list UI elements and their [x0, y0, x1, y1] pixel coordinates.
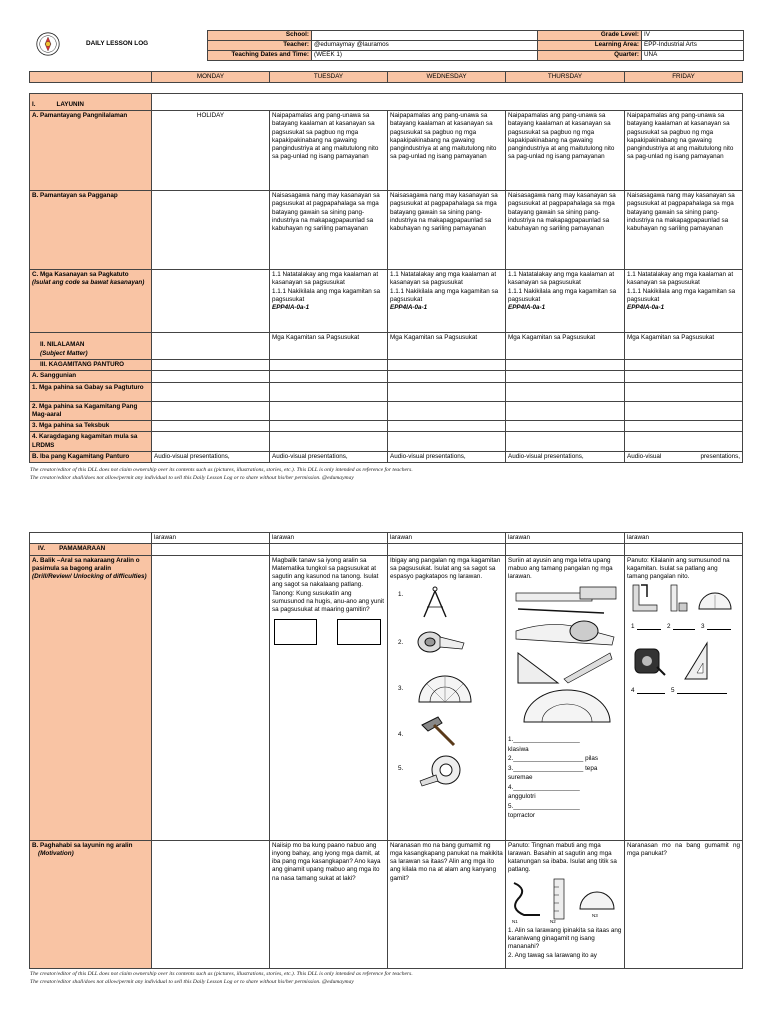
- area-value: EPP-Industrial Arts: [642, 41, 744, 51]
- iba-wednesday: Audio-visual presentations,: [388, 452, 506, 463]
- days-header-row: [29, 71, 743, 83]
- kasanayan-line2: 1.1.1 Nakikilala ang mga kagamitan sa pagsusukat: [390, 287, 499, 303]
- day-friday: FRIDAY: [625, 72, 743, 83]
- square-shape: [274, 619, 317, 645]
- paghahabi-thursday: [506, 840, 625, 968]
- iba-friday-text: Audio-visual presentations,: [627, 453, 740, 461]
- sanggunian-label: A. Sanggunian: [30, 371, 152, 382]
- teacher-label: Teacher:: [208, 41, 312, 51]
- answer-item-4: 4.___________________: [508, 783, 580, 791]
- thursday-review-text: Suriin at ayusin ang mga letra upang mabuo ang tamang pangalan ng mga larawan.: [508, 556, 613, 581]
- balik-aral-label-cell: [30, 555, 152, 840]
- pagganap-thursday: Naisasagawa nang may kasanayan sa pagsusukat at pagpapahalaga sa mga batayang gawain sa sining pang-industriya na makapagpapaunlad sa kabuhayan ng sariling pamayanan: [506, 191, 625, 270]
- pagganap-wednesday: Naisasagawa nang may kasanayan sa pagsusukat at pagpapahalaga sa mga batayang gawain sa sining pang-industriya na makapagpapaunlad sa kabuhayan ng sariling pamayanan: [388, 191, 506, 270]
- kasanayan-line1: 1.1 Natatalakay ang mga kaalaman at kasanayan sa pagsusukat: [508, 271, 615, 287]
- pagganap-tuesday: Naisasagawa nang may kasanayan sa pagsusukat at pagpapahalaga sa mga batayang gawain sa sining pang-industriya na makapagpapaunlad sa kabuhayan ng sariling pamayanan: [270, 191, 388, 270]
- day-thursday: THURSDAY: [506, 72, 625, 83]
- tape-measure-icon: [510, 879, 544, 919]
- iba-label: B. Iba pang Kagamitang Panturo: [30, 452, 152, 463]
- days-header-blank: [30, 72, 152, 83]
- shape-boxes: [272, 617, 385, 651]
- thursday-motivation-text: Panuto: Tingnan mabuti ang mga larawan. Basahin at sagutin ang mga katanungan sa ibaba. Isulat ang titik sa patlang.: [508, 841, 617, 874]
- dates-label: Teaching Dates and Time:: [208, 51, 312, 61]
- kasanayan-line2: 1.1.1 Nakikilala ang mga kagamitan sa pagsusukat: [272, 287, 381, 303]
- thursday-answer-list: [508, 735, 622, 820]
- school-value: [312, 31, 538, 41]
- ruler-triangle-icon: [514, 585, 618, 615]
- picture-label-n2: N2: [550, 918, 556, 924]
- scrambled-word-5: anggulotri: [508, 793, 536, 801]
- footer-page2: [30, 970, 750, 987]
- kasanayan-line2: 1.1.1 Nakikilala ang mga kagamitan sa pagsusukat: [627, 287, 736, 303]
- nilalaman-tuesday: Mga Kagamitan sa Pagsusukat: [270, 333, 388, 360]
- paghahabi-monday: [152, 840, 270, 968]
- paghahabi-label-cell: [30, 840, 152, 968]
- pangnilalaman-wednesday: Naipapamalas ang pang-unawa sa batayang kaalaman at kasanayan sa pagsusukat sa pagbuo ng mga kapakipakinabang na gawaing pangindustriya at ang maitutulong nito sa pag-unlad ng isang pamayanan: [388, 111, 506, 191]
- tape-roll-icon: [416, 753, 466, 787]
- ruler-icon: [667, 583, 689, 613]
- kasanayan-monday: [152, 270, 270, 333]
- friday-blank-5: [677, 693, 727, 694]
- tape-measure-icon: [631, 641, 667, 679]
- pangnilalaman-tuesday: Naipapamalas ang pang-unawa sa batayang kaalaman at kasanayan sa pagsusukat sa pagbuo ng mga kapakipakinabang na gawaing pangindustriya at ang maitutulong nito sa pag-unlad ng isang pamayanan: [270, 111, 388, 191]
- rectangle-shape: [337, 619, 381, 645]
- kasanayan-line1: 1.1 Natatalakay ang mga kaalaman at kasanayan sa pagsusukat: [390, 271, 497, 287]
- friday-tools-grid: [627, 583, 740, 703]
- kasanayan-code: EPP4IA-0a-1: [627, 304, 665, 312]
- tool-number-1: 1.: [398, 591, 404, 599]
- day-wednesday: WEDNESDAY: [388, 72, 506, 83]
- protractor-icon: [520, 687, 614, 725]
- day-tuesday: TUESDAY: [270, 72, 388, 83]
- kasanayan-tuesday: [270, 270, 388, 333]
- footer-page1: [30, 466, 750, 483]
- nilalaman-note: (Subject Matter): [40, 349, 88, 357]
- larawan-thursday: larawan: [506, 533, 625, 544]
- pangnilalaman-thursday: Naipapamalas ang pang-unawa sa batayang kaalaman at kasanayan sa pagsusukat sa pagbuo ng mga kapakipakinabang na gawaing pangindustriya at ang maitutulong nito sa pag-unlad ng isang pamayanan: [506, 111, 625, 191]
- quarter-value: UNA: [642, 51, 744, 61]
- gabay-label: 1. Mga pahina sa Gabay sa Pagtuturo: [30, 382, 152, 401]
- tool-number-4: 4.: [398, 731, 404, 739]
- school-label: School:: [208, 31, 312, 41]
- kasanayan-friday: [625, 270, 743, 333]
- pagganap-monday: [152, 191, 270, 270]
- page-title: DAILY LESSON LOG: [86, 40, 149, 47]
- layunin-text: I. LAYUNIN: [32, 100, 84, 108]
- friday-blank-1: [637, 629, 661, 630]
- pangnilalaman-friday: Naipapamalas ang pang-unawa sa batayang kaalaman at kasanayan sa pagsusukat sa pagbuo ng mga kapakipakinabang na gawaing pangindustriya at ang maitutulong nito sa pag-unlad ng isang pamayanan: [625, 111, 743, 191]
- nilalaman-label-cell: [30, 333, 152, 360]
- lrdms-label: 4. Karagdagang kagamitan mula sa LRDMS: [30, 432, 152, 452]
- nilalaman-monday: [152, 333, 270, 360]
- kasanayan-code: EPP4IA-0a-1: [272, 304, 310, 312]
- friday-blank-4: [637, 693, 665, 694]
- paghahabi-tuesday: Naiisip mo ba kung paano nabuo ang inyong bahay, ang iyong mga damit, at iba pang mga kasangkapan? Ano kaya ang ginamit upang mabuo ang mga ito na nasa tamang sukat at laki?: [270, 840, 388, 968]
- iba-tuesday: Audio-visual presentations,: [270, 452, 388, 463]
- balik-aral-label: A. Balik –Aral sa nakaraang Aralin o pasimula sa bagong aralin: [32, 556, 140, 572]
- teacher-value: @edumaymay @lauramos: [312, 41, 538, 51]
- larawan-friday: larawan: [625, 533, 743, 544]
- pamamaraan-label: [30, 544, 152, 555]
- answer-item-1: 1.___________________: [508, 736, 580, 744]
- kasanayan-label-cell: [30, 270, 152, 333]
- kasanayan-label: C. Mga Kasanayan sa Pagkatuto: [32, 271, 129, 278]
- monday-holiday: HOLIDAY: [152, 111, 270, 191]
- friday-number-1: 1: [631, 623, 635, 631]
- nilalaman-label: II. NILALAMAN: [40, 341, 85, 349]
- footer-line2: The creator/editor shall/does not allow/permit any individual to sell this Daily Lesson Log or to share without his/her permission. @edumaymay: [30, 475, 354, 482]
- triangle-square-icon: [514, 649, 618, 685]
- scrambled-word-3: tepa: [585, 764, 598, 772]
- protractor-icon: [578, 887, 616, 911]
- pagganap-friday: Naisasagawa nang may kasanayan sa pagsusukat at pagpapahalaga sa mga batayang gawain sa sining pang-industriya na makapagpapaunlad sa kabuhayan ng sariling pamayanan: [625, 191, 743, 270]
- tool-number-3: 3.: [398, 685, 404, 693]
- friday-number-5: 5: [671, 687, 675, 695]
- nilalaman-thursday: Mga Kagamitan sa Pagsusukat: [506, 333, 625, 360]
- tuesday-review-question: Tanong: Kung susukatin ang sumusunod na hugis, anu-ano ang yunit sa pagsusukat at maaring gamitin?: [272, 589, 385, 614]
- balik-aral-tuesday: [270, 555, 388, 840]
- larawan-monday: larawan: [152, 533, 270, 544]
- friday-number-2: 2: [667, 623, 671, 631]
- compass-icon: [416, 585, 454, 619]
- thursday-motivation-pictures: [508, 877, 622, 927]
- area-label: Learning Area:: [538, 41, 642, 51]
- triangle-icon: [681, 641, 711, 681]
- kasanayan-line1: 1.1 Natatalakay ang mga kaalaman at kasanayan sa pagsusukat: [627, 271, 734, 287]
- paghahabi-label: B. Paghahabi sa layunin ng aralin: [32, 841, 133, 849]
- lesson-log-table-page1: [29, 93, 743, 463]
- answer-item-2: 2.____________________ pilas: [508, 755, 599, 763]
- iba-monday: Audio-visual presentations,: [152, 452, 270, 463]
- scrambled-word-2: pilas: [585, 755, 599, 763]
- footer-line1: The creator/editor of this DLL does not claim ownership over its contents such as (pictures, illustrations, stories, etc.). This DLL is only intended as reference for teachers.: [30, 971, 413, 977]
- kasanayan-line2: 1.1.1 Nakikilala ang mga kagamitan sa pagsusukat: [508, 287, 617, 303]
- school-info-table: [207, 30, 744, 61]
- balik-aral-thursday: [506, 555, 625, 840]
- larawan-wednesday: larawan: [388, 533, 506, 544]
- thursday-tools-collage: [508, 585, 622, 735]
- tool-pictures-list: [390, 585, 503, 795]
- kagamitang-mag-aaral-label: 2. Mga pahina sa Kagamitang Pang Mag-aaral: [30, 401, 152, 421]
- balik-aral-monday: [152, 555, 270, 840]
- scrambled-word-6: toprractor: [508, 811, 535, 819]
- balik-aral-friday: [625, 555, 743, 840]
- tool-number-5: 5.: [398, 765, 404, 773]
- pangnilalaman-label: A. Pamantayang Pangnilalaman: [30, 111, 152, 191]
- scrambled-word-1: klasiwa: [508, 745, 529, 753]
- nilalaman-friday: Mga Kagamitan sa Pagsusukat: [625, 333, 743, 360]
- grade-label: Grade Level:: [538, 31, 642, 41]
- balik-aral-wednesday: [388, 555, 506, 840]
- scrambled-word-4: suremae: [508, 774, 533, 782]
- layunin-label: [30, 94, 152, 111]
- kasanayan-thursday: [506, 270, 625, 333]
- kasanayan-code: EPP4IA-0a-1: [508, 304, 546, 312]
- paghahabi-wednesday: Naranasan mo na bang gumamit ng mga kasangkapang panukat na makikita sa larawan sa itaas? Alin ang mga ito ang kilala mo na at alam ang kanyang gamit?: [388, 840, 506, 968]
- answer-item-3: 3.____________________ tepa: [508, 764, 598, 772]
- protractor-icon: [697, 589, 733, 611]
- friday-review-text: Panuto: Kilalanin ang sumusunod na kagamitan. Isulat sa patlang ang tamang pangalan nito.: [627, 556, 730, 581]
- balik-aral-note: (Drill/Review/ Unlocking of difficulties): [32, 573, 147, 581]
- hammer-icon: [416, 715, 462, 747]
- wednesday-review-text: Ibigay ang pangalan ng mga kagamitan sa pagsusukat. Isulat ang sa sagot sa espasyo pagkatapos ng larawan.: [390, 556, 501, 581]
- quarter-label: Quarter:: [538, 51, 642, 61]
- friday-blank-3: [707, 629, 731, 630]
- iba-friday: [625, 452, 743, 463]
- friday-number-4: 4: [631, 687, 635, 695]
- tool-number-2: 2.: [398, 639, 404, 647]
- grade-value: IV: [642, 31, 744, 41]
- tape-measure-icon: [514, 617, 618, 647]
- friday-motivation-text: Naranasan mo na bang gumamit ng mga panukat?: [627, 841, 740, 857]
- picture-label-n1: N1: [512, 918, 518, 924]
- protractor-icon: [416, 671, 474, 705]
- day-monday: MONDAY: [152, 72, 270, 83]
- thursday-question-1: 1. Alin sa larawang ipinakita sa itaas ang karaniwang ginagamit ng isang mananahi?: [508, 926, 622, 951]
- paghahabi-note: (Motivation): [38, 849, 74, 857]
- pamamaraan-text: IV. PAMAMARAAN: [38, 545, 106, 553]
- friday-blank-2: [673, 629, 695, 630]
- ruler-icon: [550, 877, 568, 921]
- pagganap-label: B. Pamantayan sa Pagganap: [30, 191, 152, 270]
- tuesday-review-text: Magbalik tanaw sa iyong aralin sa Matematika tungkol sa pagsusukat at sagutin ang kasunod na tanong. Isulat ang sagot sa nakalaang patlang.: [272, 556, 379, 589]
- kasanayan-wednesday: [388, 270, 506, 333]
- tape-measure-icon: [416, 629, 466, 655]
- iba-thursday: Audio-visual presentations,: [506, 452, 625, 463]
- dates-value: (WEEK 1): [312, 51, 538, 61]
- kasanayan-code: EPP4IA-0a-1: [390, 304, 428, 312]
- kasanayan-note: (Isulat ang code sa bawat kasanayan): [32, 279, 145, 287]
- larawan-tuesday: larawan: [270, 533, 388, 544]
- kasanayan-line1: 1.1 Natatalakay ang mga kaalaman at kasanayan sa pagsusukat: [272, 271, 379, 287]
- nilalaman-wednesday: Mga Kagamitan sa Pagsusukat: [388, 333, 506, 360]
- kagamitan-label: III. KAGAMITANG PANTURO: [30, 360, 152, 371]
- deped-logo: [36, 32, 60, 56]
- framing-square-icon: [629, 583, 659, 613]
- lesson-log-table-page2: [29, 532, 743, 969]
- thursday-question-2: 2. Ang tawag sa larawang ito ay: [508, 951, 597, 959]
- picture-label-n3: N3: [592, 912, 598, 918]
- layunin-blank: [152, 94, 743, 111]
- paghahabi-friday: [625, 840, 743, 968]
- teksbuk-label: 3. Mga pahina sa Teksbuk: [30, 421, 152, 432]
- answer-item-5: 5.___________________: [508, 802, 580, 810]
- larawan-blank: [30, 533, 152, 544]
- footer-line1: The creator/editor of this DLL does not claim ownership over its contents such as (pictures, illustrations, stories, etc.). This DLL is only intended as reference for teachers.: [30, 467, 413, 473]
- friday-number-3: 3: [701, 623, 705, 631]
- footer-line2: The creator/editor shall/does not allow/permit any individual to sell this Daily Lesson Log or to share without his/her permission. @edumaymay: [30, 979, 354, 986]
